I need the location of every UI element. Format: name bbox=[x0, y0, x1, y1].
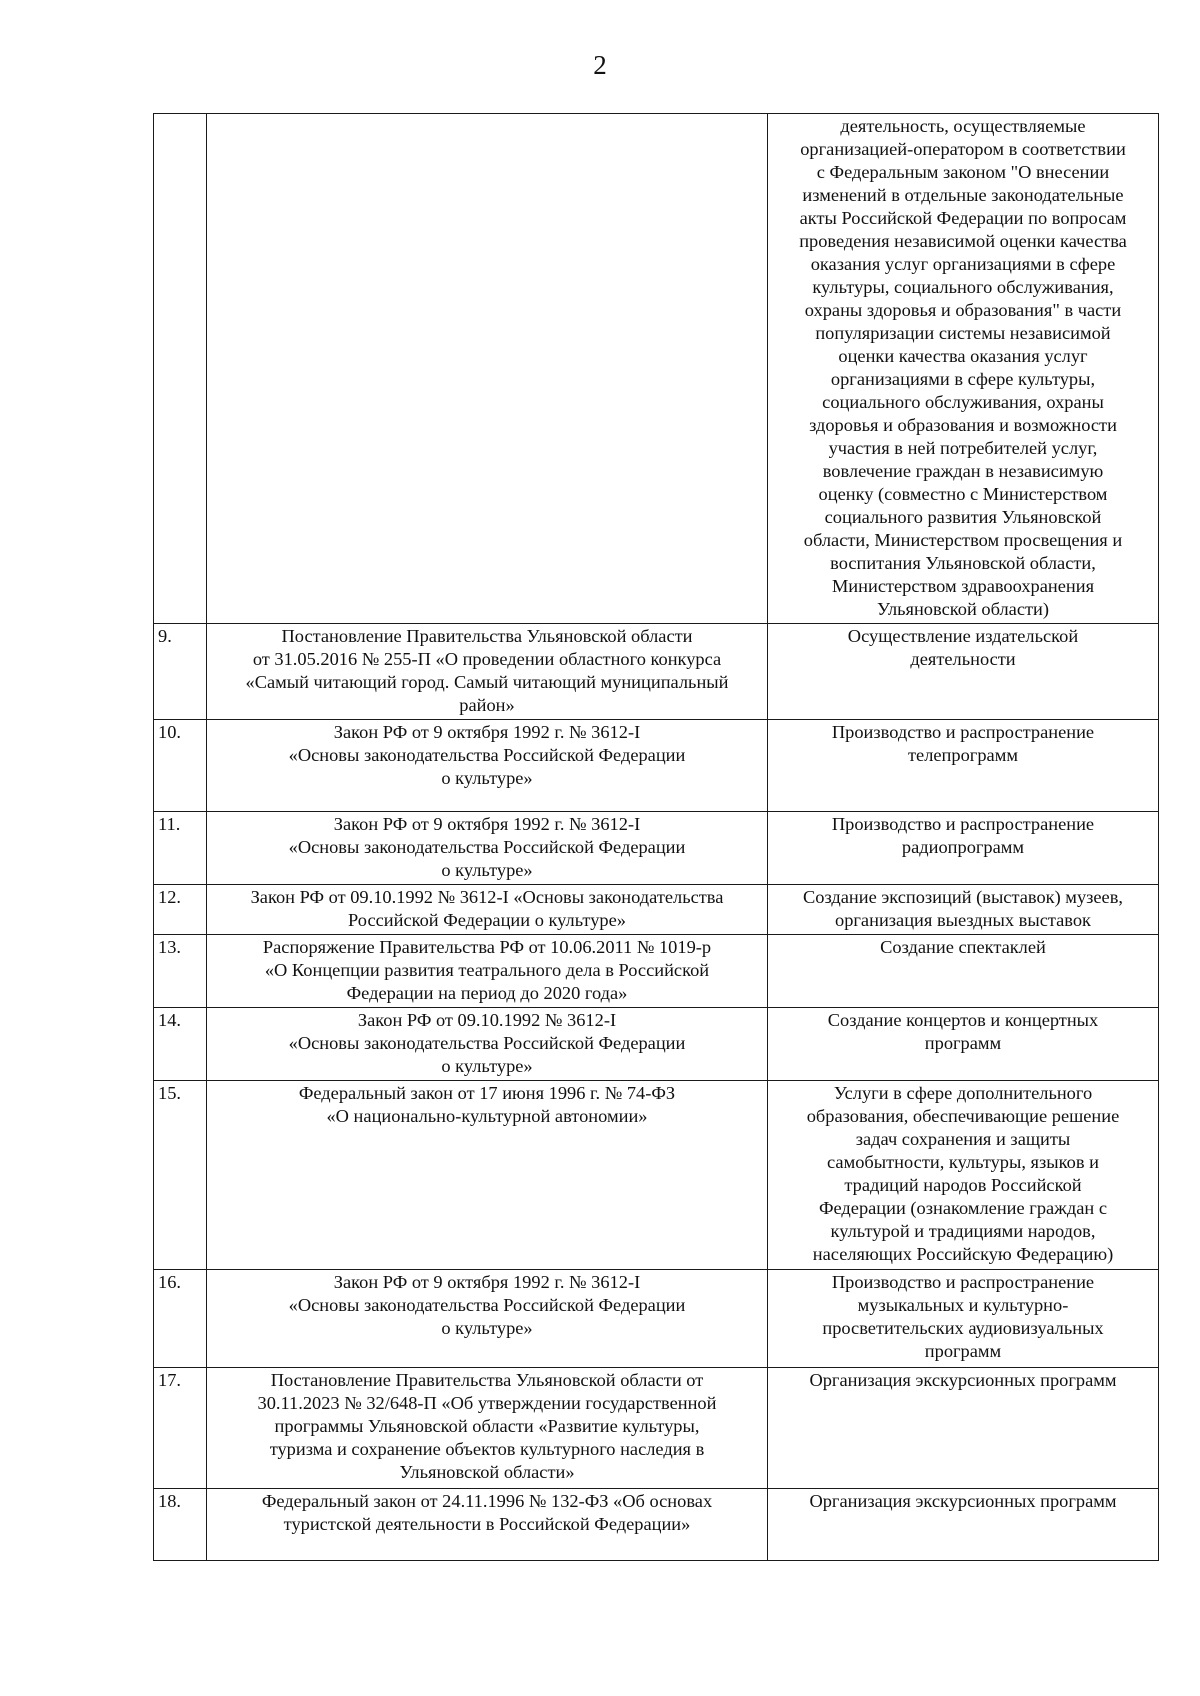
legal-basis-cell: Закон РФ от 09.10.1992 № 3612-I «Основы законодательства Российской Федерации о культуре» bbox=[207, 1008, 768, 1081]
row-number: 16. bbox=[154, 1270, 207, 1368]
legal-basis-cell: Закон РФ от 9 октября 1992 г. № 3612-I «Основы законодательства Российской Федерации о культуре» bbox=[207, 720, 768, 812]
row-number: 15. bbox=[154, 1081, 207, 1270]
document-table bbox=[153, 113, 1159, 1561]
row-number: 12. bbox=[154, 885, 207, 935]
row-number: 9. bbox=[154, 624, 207, 720]
table-row bbox=[154, 624, 1159, 720]
activity-cell: Производство и распространение музыкальных и культурно- просветительских аудиовизуальных программ bbox=[768, 1270, 1159, 1368]
legal-basis-cell: Федеральный закон от 24.11.1996 № 132-ФЗ «Об основах туристской деятельности в Российской Федерации» bbox=[207, 1489, 768, 1561]
activity-cell: Создание экспозиций (выставок) музеев, организация выездных выставок bbox=[768, 885, 1159, 935]
table-row bbox=[154, 1368, 1159, 1489]
table-row bbox=[154, 885, 1159, 935]
table-row bbox=[154, 1008, 1159, 1081]
row-number: 14. bbox=[154, 1008, 207, 1081]
table-row bbox=[154, 812, 1159, 885]
legal-basis-cell: Закон РФ от 09.10.1992 № 3612-I «Основы законодательства Российской Федерации о культуре» bbox=[207, 885, 768, 935]
table-row bbox=[154, 720, 1159, 812]
row-number: 17. bbox=[154, 1368, 207, 1489]
activity-cell: Осуществление издательской деятельности bbox=[768, 624, 1159, 720]
activity-cell: Создание концертов и концертных программ bbox=[768, 1008, 1159, 1081]
activity-cell: деятельность, осуществляемые организацией-оператором в соответствии с Федеральным законом "О внесении изменений в отдельные законодательные акты Российской Федерации по вопросам проведения независимой оценки качества оказания услуг организациями в сфере культуры, социального обслуживания, охраны здоровья и образования" в части популяризации системы независимой оценки качества оказания услуг организациями в сфере культуры, социального обслуживания, охраны здоровья и образования и возможности участия в ней потребителей услуг, вовлечение граждан в независимую оценку (совместно с Министерством социального развития Ульяновской области, Министерством просвещения и воспитания Ульяновской области, Министерством здравоохранения Ульяновской области) bbox=[768, 114, 1159, 624]
legal-basis-cell: Распоряжение Правительства РФ от 10.06.2011 № 1019-р «О Концепции развития театрального дела в Российской Федерации на период до 2020 года» bbox=[207, 935, 768, 1008]
activity-cell: Организация экскурсионных программ bbox=[768, 1489, 1159, 1561]
activity-cell: Производство и распространение телепрограмм bbox=[768, 720, 1159, 812]
legal-basis-cell: Федеральный закон от 17 июня 1996 г. № 74-ФЗ «О национально-культурной автономии» bbox=[207, 1081, 768, 1270]
activity-cell: Организация экскурсионных программ bbox=[768, 1368, 1159, 1489]
legal-basis-cell: Закон РФ от 9 октября 1992 г. № 3612-I «Основы законодательства Российской Федерации о культуре» bbox=[207, 812, 768, 885]
legal-basis-cell: Постановление Правительства Ульяновской области от 30.11.2023 № 32/648-П «Об утверждении государственной программы Ульяновской области «Развитие культуры, туризма и сохранение объектов культурного наследия в Ульяновской области» bbox=[207, 1368, 768, 1489]
legal-basis-cell bbox=[207, 114, 768, 624]
activity-cell: Производство и распространение радиопрограмм bbox=[768, 812, 1159, 885]
table-row bbox=[154, 1081, 1159, 1270]
row-number: 11. bbox=[154, 812, 207, 885]
page-number: 2 bbox=[593, 50, 607, 80]
table-row bbox=[154, 114, 1159, 624]
table-row bbox=[154, 1489, 1159, 1561]
legal-basis-cell: Постановление Правительства Ульяновской области от 31.05.2016 № 255-П «О проведении областного конкурса «Самый читающий город. Самый читающий муниципальный район» bbox=[207, 624, 768, 720]
row-number: 13. bbox=[154, 935, 207, 1008]
legal-basis-cell: Закон РФ от 9 октября 1992 г. № 3612-I «Основы законодательства Российской Федерации о культуре» bbox=[207, 1270, 768, 1368]
row-number: 10. bbox=[154, 720, 207, 812]
table-row bbox=[154, 935, 1159, 1008]
row-number: 18. bbox=[154, 1489, 207, 1561]
activity-cell: Создание спектаклей bbox=[768, 935, 1159, 1008]
table-row bbox=[154, 1270, 1159, 1368]
activity-cell: Услуги в сфере дополнительного образования, обеспечивающие решение задач сохранения и защиты самобытности, культуры, языков и традиций народов Российской Федерации (ознакомление граждан с культурой и традициями народов, населяющих Российскую Федерацию) bbox=[768, 1081, 1159, 1270]
row-number bbox=[154, 114, 207, 624]
